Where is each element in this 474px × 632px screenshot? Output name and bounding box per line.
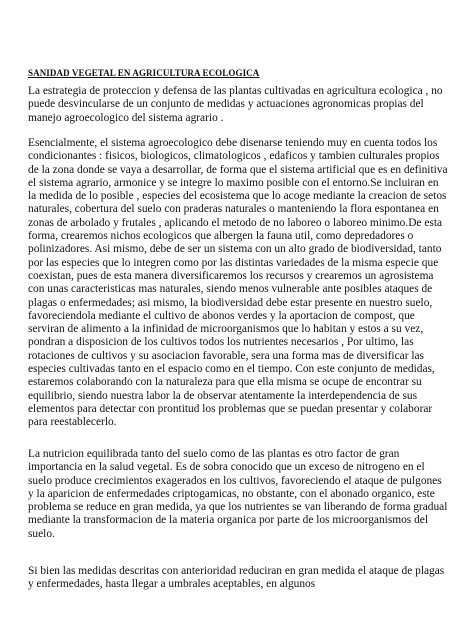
paragraph-nutrition: La nutricion equilibrada tanto del suelo como de las plantas es otro factor de gran importancia en la salud vegetal. Es de sobra conocido que un exceso de nitrogeno en el suelo produce crecimientos exagerados en los cultivos, favoreciendo el ataque de pulgones y la aparicion de enfermedades criptogamicas, no obstante, con el abonado organico, este problema se reduce en gran medida, ya que los nutrientes se van liberando de forma gradual mediante la transformacion de la materia organica por parte de los microorganismos del suelo. — [28, 448, 448, 540]
paragraph-measures: Si bien las medidas descritas con anterioridad reduciran en gran medida el ataque de plagas y enfermedades, hasta llegar a umbrales aceptables, en algunos — [28, 565, 445, 591]
paragraph-intro: La estrategia de proteccion y defensa de las plantas cultivadas en agricultura ecologica , no puede desvincularse de un conjunto de medidas y actuaciones agronomicas propias del manejo agroecologico del sistema agrario . — [28, 85, 443, 124]
document-title: SANIDAD VEGETAL EN AGRICULTURA ECOLOGICA — [28, 68, 260, 78]
paragraph-agroecological-design: Esencialmente, el sistema agroecologico debe disenarse teniendo muy en cuenta todos los condicionantes : fisicos, biologicos, climatologicos , edaficos y tambien culturales propios de la zona donde se vaya a desarrollar, de forma que el sistema artificial que es en definitiva el sistema agrario, armonice y se integre lo maximo posible con el entorno.Se incluiran en la medida de lo posible , especies del ecosistema que lo acoge mediante la creacion de setos naturales, cobertura del suelo con praderas naturales o manteniendo la flora espontanea en zonas de arbolado y frutales , aplicando el metodo de no laboreo o laboreo minimo.De esta forma, crearemos nichos ecologicos que albergen la fauna util, como depredadores o polinizadores. Asi mismo, debe de ser un sistema con un alto grado de biodiversidad, tanto por las especies que lo integren como por las distintas variedades de la misma especie que coexistan, pues de esta manera diversificaremos los recursos y crearemos un agrosistema con unas caracteristicas mas naturales, siendo menos vulnerable ante posibles ataques de plagas o enfermedades; asi mismo, la biodiversidad debe estar presente en nuestro suelo, favoreciendola mediante el cultivo de abonos verdes y la aportacion de compost, que serviran de alimento a la infinidad de microorganismos que lo habitan y estos a su vez, pondran a disposicion de los cultivos todos los nutrientes necesarios , Por ultimo, las rotaciones de cultivos y su asociacion favorable, sera una forma mas de diversificar las especies cultivadas tanto en el espacio como en el tiempo. Con este conjunto de medidas, estaremos colaborando con la naturaleza para que ella misma se ocupe de encontrar su equilibrio, siendo nuestra labor la de observar atentamente la interdependencia de sus elementos para detectar con prontitud los problemas que se puedan presentar y colaborar para reestablecerlo. — [28, 137, 448, 429]
